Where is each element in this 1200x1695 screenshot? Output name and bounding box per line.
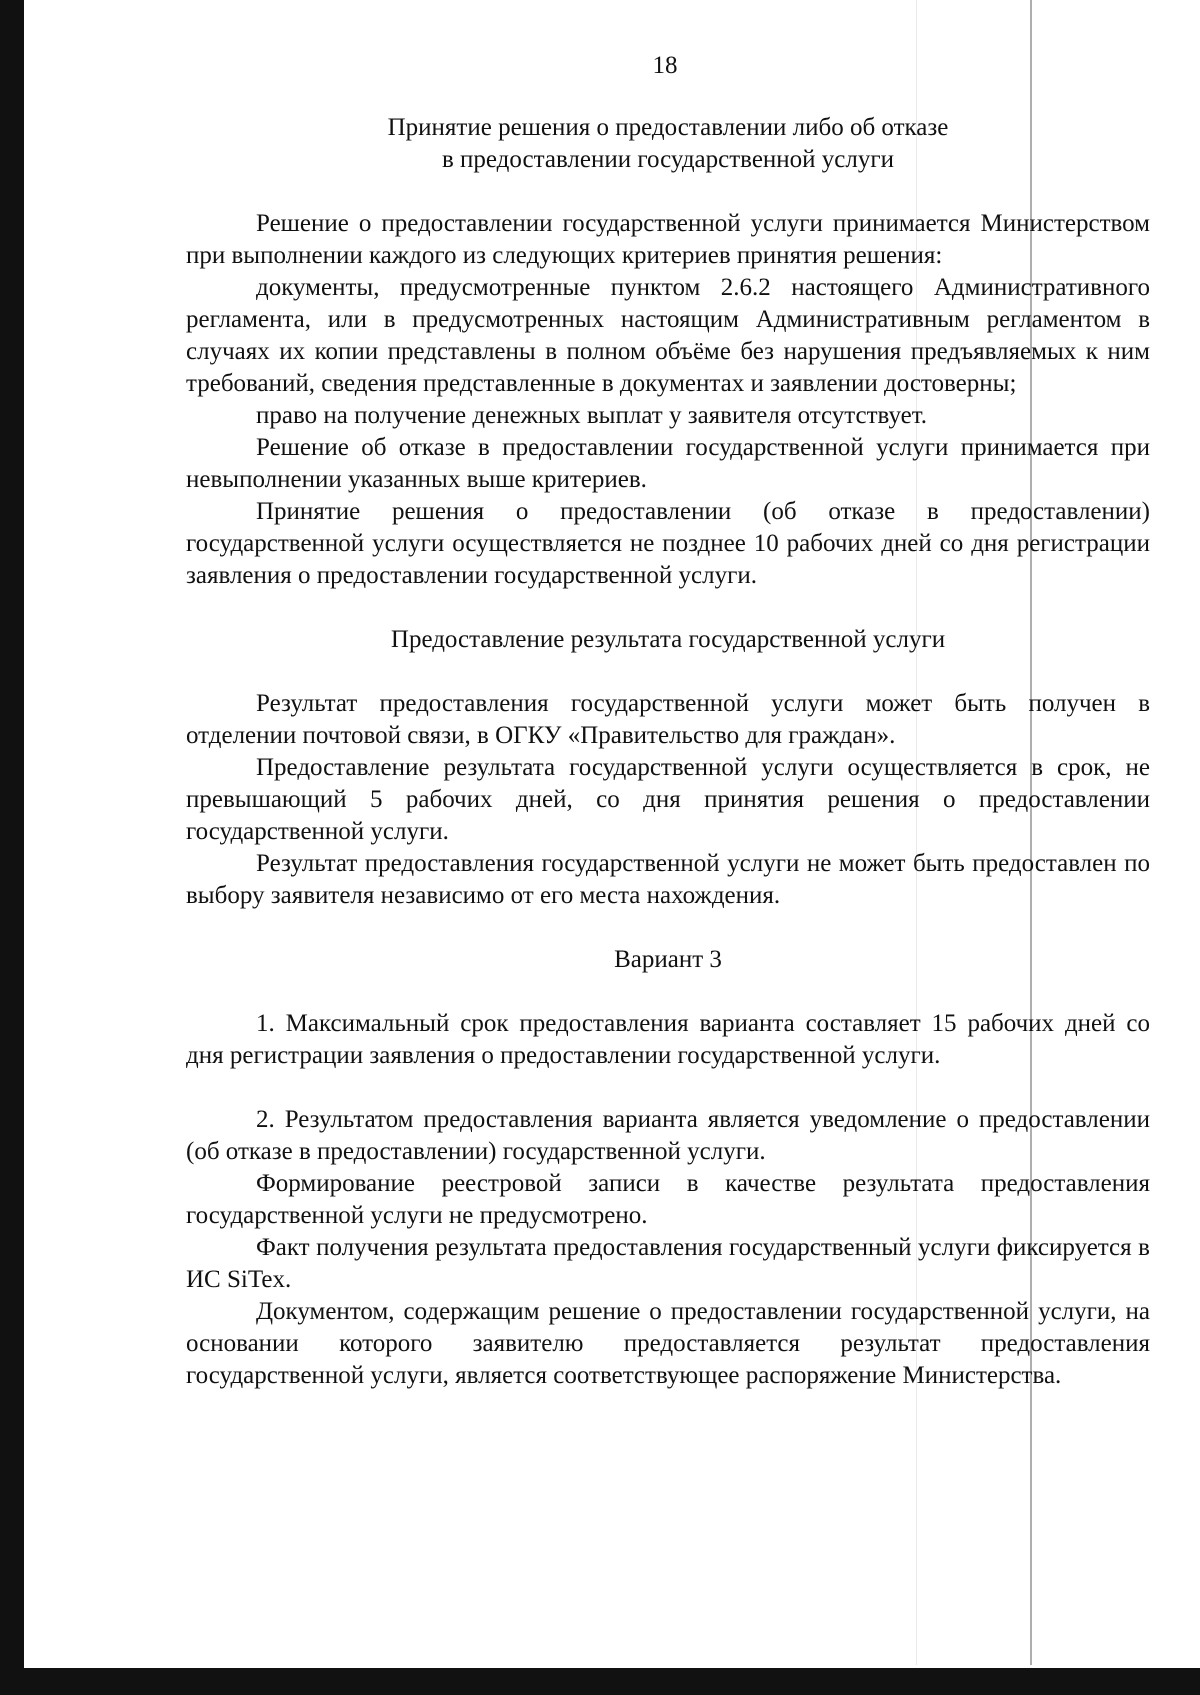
paragraph: документы, предусмотренные пунктом 2.6.2 настоящего Административного регламента, или в предусмотренных настоящим Административным регламентом в случаях их копии представлены в полном объёме без нарушения предъявляемых к ним требований, сведения представленные в документах и заявлении достоверны;: [186, 274, 1150, 397]
numbered-item: 1. Максимальный срок предоставления варианта составляет 15 рабочих дней со дня регистрации заявления о предоставлении государственной услуги.: [186, 1010, 1150, 1069]
section-heading: Вариант 3: [614, 946, 722, 973]
paragraph: Факт получения результата предоставления государственный услуги фиксируется в ИС SiTex.: [186, 1234, 1150, 1293]
paragraph: Решение о предоставлении государственной услуги принимается Министерством при выполнении каждого из следующих критериев принятия решения:: [186, 210, 1150, 269]
paragraph: Результат предоставления государственной услуги может быть получен в отделении почтовой связи, в ОГКУ «Правительство для граждан».: [186, 690, 1150, 749]
section-heading: Предоставление результата государственной услуги: [390, 626, 946, 653]
page-number: 18: [652, 52, 678, 79]
paragraph: Формирование реестровой записи в качестве результата предоставления государственной услуги не предусмотрено.: [186, 1170, 1150, 1229]
paragraph: Результат предоставления государственной услуги не может быть предоставлен по выбору заявителя независимо от его места нахождения.: [186, 850, 1150, 909]
document-body: [186, 112, 1150, 1392]
scan-bottom-edge: [0, 1668, 1200, 1695]
section-heading: Принятие решения о предоставлении либо об отказе: [387, 114, 949, 141]
paragraph: Документом, содержащим решение о предоставлении государственной услуги, на основании которого заявителю предоставляется результат предоставления государственной услуги, является соответствующее распоряжение Министерства.: [186, 1298, 1150, 1389]
paragraph: Решение об отказе в предоставлении государственной услуги принимается при невыполнении указанных выше критериев.: [186, 434, 1150, 493]
section-heading-line2: в предоставлении государственной услуги: [441, 146, 895, 173]
paragraph: право на получение денежных выплат у заявителя отсутствует.: [256, 402, 928, 429]
paragraph: Принятие решения о предоставлении (об отказе в предоставлении) государственной услуги осуществляется не позднее 10 рабочих дней со дня регистрации заявления о предоставлении государственной услуги.: [186, 498, 1150, 589]
paragraph: Предоставление результата государственной услуги осуществляется в срок, не превышающий 5 рабочих дней, со дня принятия решения о предоставлении государственной услуги.: [186, 754, 1150, 845]
scan-left-edge: [0, 0, 24, 1695]
numbered-item: 2. Результатом предоставления варианта является уведомление о предоставлении (об отказе в предоставлении) государственной услуги.: [186, 1106, 1150, 1165]
